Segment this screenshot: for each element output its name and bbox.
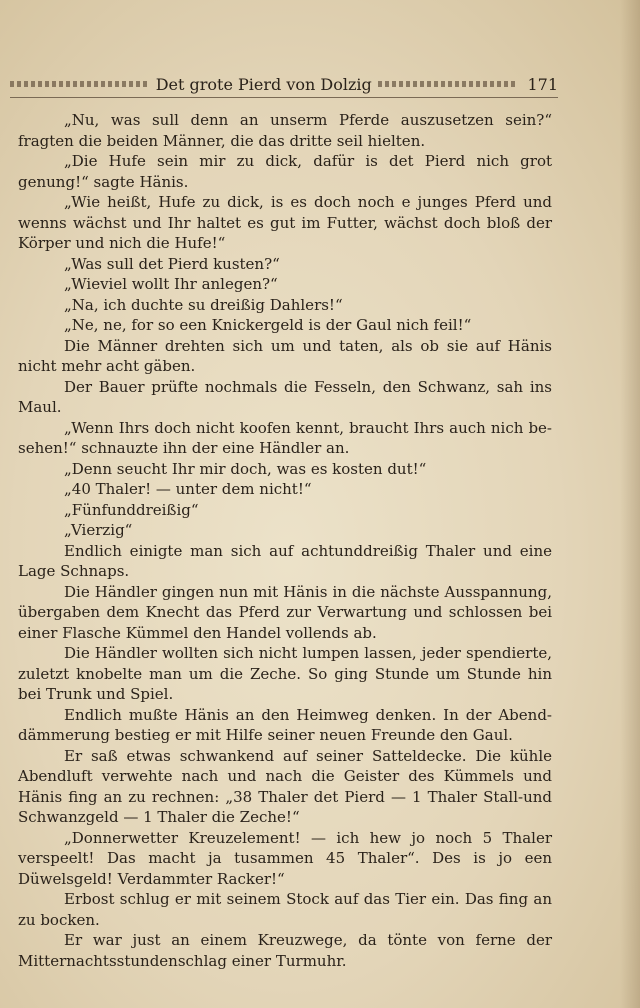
paragraph: „Na, ich duchte su dreißig Dahlers!“ bbox=[64, 295, 343, 314]
paragraph: Die Händler wollten sich nicht lumpen lassen, jeder spendierte, zuletzt knobelte man um die Zeche. So ging Stunde um Stunde hin bei Trunk und Spiel. bbox=[18, 644, 552, 703]
ornamental-border-right bbox=[378, 81, 518, 87]
paragraph: „Ne, ne, for so een Knickergeld is der Gaul nich feil!“ bbox=[64, 316, 472, 334]
paragraph: „Vierzig“ bbox=[64, 521, 133, 539]
paragraph: „Wenn Ihrs doch nicht koofen kennt, braucht Ihrs auch nich be-sehen!“ schnauzte ihn der eine Händler an. bbox=[18, 418, 552, 457]
ornamental-border-left bbox=[10, 81, 150, 87]
paragraph: „Wie heißt, Hufe zu dick, is es doch noch e junges Pferd und wenns wächst und Ihr haltet es gut im Futter, wächst doch bloß der Körper und nich die Hufe!“ bbox=[18, 193, 552, 252]
paragraph: Er war just an einem Kreuzwege, da tönte von ferne der Mitternachtsstundenschlag einer Turmuhr. bbox=[18, 931, 552, 970]
paragraph: Die Händler gingen nun mit Hänis in die nächste Ausspannung, übergaben dem Knecht das Pferd zur Verwartung und schlossen bei einer Flasche Kümmel den Handel vollends ab. bbox=[18, 582, 552, 642]
paragraph: „Nu, was sull denn an unserm Pferde auszusetzen sein?“ fragten die beiden Männer, die das dritte seil hielten. bbox=[18, 111, 552, 150]
paragraph: Erbost schlug er mit seinem Stock auf das Tier ein. Das fing an zu bocken. bbox=[18, 890, 552, 929]
paragraph: „40 Thaler! — unter dem nicht!“ bbox=[64, 480, 312, 498]
paragraph: „Denn seucht Ihr mir doch, was es kosten dut!“ bbox=[64, 459, 427, 478]
paragraph: Der Bauer prüfte nochmals die Fesseln, den Schwanz, sah ins Maul. bbox=[18, 377, 552, 416]
paragraph: „Donnerwetter Kreuzelement! — ich hew jo noch 5 Thaler verspeelt! Das macht ja tusammen 45 Thaler“. Des is jo een Düwelsgeld! Verdammter Racker!“ bbox=[18, 828, 552, 888]
paragraph: Endlich einigte man sich auf achtunddreißig Thaler und eine Lage Schnaps. bbox=[18, 541, 552, 580]
paragraph: „Wieviel wollt Ihr anlegen?“ bbox=[64, 275, 278, 293]
paragraph: Endlich mußte Hänis an den Heimweg denken. In der Abend-dämmerung bestieg er mit Hilfe seiner neuen Freunde den Gaul. bbox=[18, 705, 552, 744]
paragraph: Er saß etwas schwankend auf seiner Satteldecke. Die kühle Abendluft verwehte nach und nach die Geister des Kümmels und Hänis fing an zu rechnen: „38 Thaler det Pierd — 1 Thaler Stall-und Schwanzgeld — 1 Thaler die Zeche!“ bbox=[18, 746, 552, 826]
paragraph: „Fünfunddreißig“ bbox=[64, 500, 199, 519]
page-edge-shadow bbox=[620, 0, 640, 1008]
paragraph: „Was sull det Pierd kusten?“ bbox=[64, 254, 280, 273]
running-title: Det grote Pierd von Dolzig bbox=[155, 74, 372, 94]
paragraph: „Die Hufe sein mir zu dick, dafür is det Pierd nich grot genung!“ sagte Hänis. bbox=[18, 152, 552, 191]
page-number: 171 bbox=[527, 74, 558, 94]
running-header bbox=[10, 71, 558, 98]
body-text bbox=[18, 110, 552, 971]
paragraph: Die Männer drehten sich um und taten, als ob sie auf Hänis nicht mehr acht gäben. bbox=[18, 336, 552, 375]
